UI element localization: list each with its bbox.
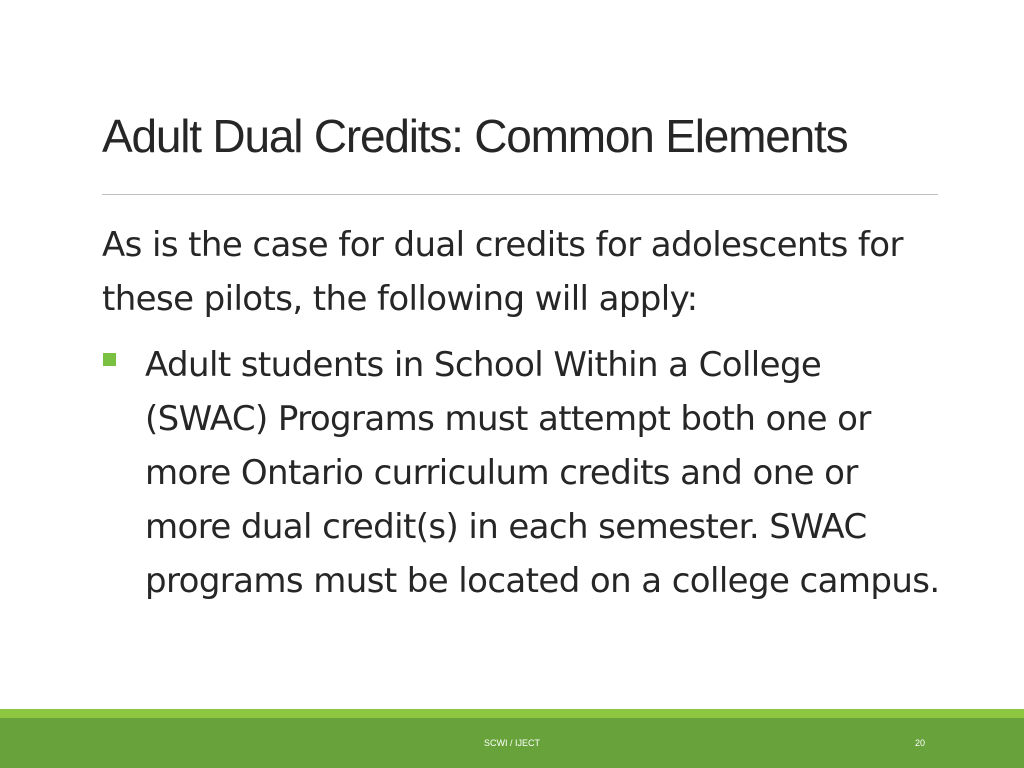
slide-title: Adult Dual Credits: Common Elements [102,110,848,162]
bullet-item [102,338,945,608]
page-number: 20 [914,738,925,748]
title-divider [102,194,938,195]
footer-label: SCWI / IJECT [484,738,540,748]
bullet-text: Adult students in School Within a College (SWAC) Programs must attempt both one or more Ontario curriculum credits and one or more dual credit(s) in each semester. SWAC programs must be located on a college campus. [145,345,940,601]
footer-accent-strip [0,709,1024,718]
bullet-list [102,338,962,608]
slide-body [102,218,962,608]
square-bullet-icon [103,353,116,366]
intro-paragraph: As is the case for dual credits for adolescents for these pilots, the following will apply: [102,225,903,319]
